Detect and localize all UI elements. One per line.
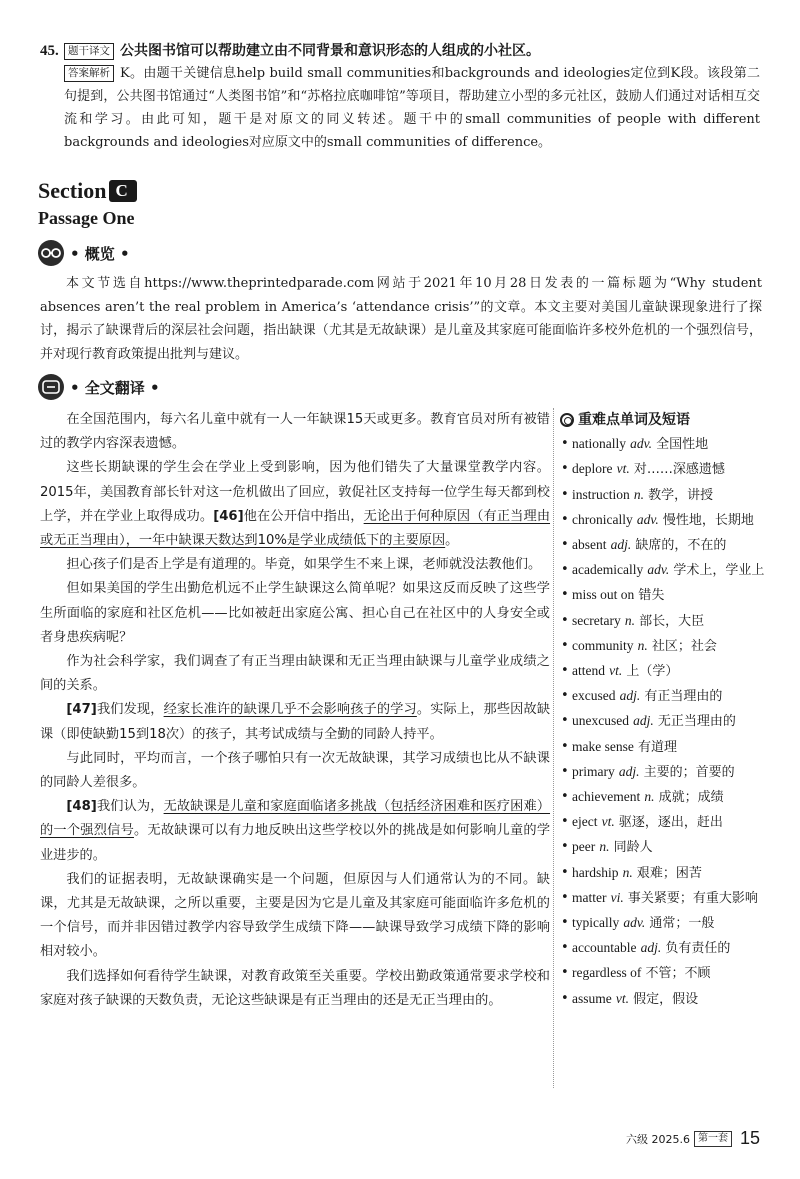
vocab-meaning: 上（学） xyxy=(626,664,679,680)
translate-icon xyxy=(38,374,64,400)
vocab-meaning: 成就；成绩 xyxy=(658,790,724,806)
vocab-word: make sense xyxy=(572,738,634,754)
vocab-item xyxy=(560,483,768,508)
vocab-word: instruction xyxy=(572,486,630,502)
vocab-item xyxy=(560,609,768,634)
vocab-word: secretary xyxy=(572,612,621,628)
vocab-pos: adj. xyxy=(618,763,640,779)
paragraph-2-text-a: 这些长期缺课的学生会在学业上受到影响，因为他们错失了大量课堂教学内容。2015年，美国教育部长针对这一危机做出了回应，敦促社区支持每一位学生每天都到校上学，并在学业上取得成功。 xyxy=(40,460,550,524)
vocab-item xyxy=(560,684,768,709)
vocab-item xyxy=(560,508,768,533)
paragraph-6 xyxy=(40,698,550,746)
vocab-pos: vi. xyxy=(610,889,624,905)
vocab-pos: n. xyxy=(622,864,633,880)
vocab-item xyxy=(560,961,768,986)
overview-heading-text: • 概览 • xyxy=(70,244,130,263)
vocab-pos: vt. xyxy=(609,663,623,679)
vocab-pos: vt. xyxy=(601,814,615,830)
vocab-meaning: 负有责任的 xyxy=(665,941,731,957)
paragraph-6-text-b: 。实际上，那些因故缺课（即使缺勤15到18次）的孩子，其考试成绩与全勤的同龄人持平。 xyxy=(40,702,551,742)
vocab-meaning: 艰难；困苦 xyxy=(636,865,702,881)
vocab-meaning: 无正当理由的 xyxy=(657,714,736,730)
vocab-meaning: 不管；不顾 xyxy=(645,966,711,982)
vocab-item xyxy=(560,886,768,911)
vocab-meaning: 假定，假设 xyxy=(633,991,699,1007)
exam-level: 六级 2025.6 xyxy=(625,1132,690,1146)
vocab-meaning: 部长，大臣 xyxy=(639,613,705,629)
vocab-meaning: 同龄人 xyxy=(613,840,653,856)
question-ref-48: [48] xyxy=(66,799,97,815)
vocab-pos: vt. xyxy=(615,990,630,1006)
vocab-item xyxy=(560,659,768,684)
paragraph-6-text-a: 我们发现， xyxy=(96,702,164,718)
vocab-meaning: 有道理 xyxy=(638,739,678,755)
translation-heading xyxy=(38,374,160,400)
paragraph-2-text-b: 他在公开信中指出， xyxy=(243,508,364,524)
glasses-icon xyxy=(38,240,64,266)
vocab-word: assume xyxy=(572,990,612,1006)
vocab-meaning: 慢性地，长期地 xyxy=(662,512,754,528)
section-title xyxy=(38,178,137,204)
underlined-answer-48: 无故缺课是儿童和家庭面临诸多挑战（包括经济困难和医疗困难）的一个强烈信号 xyxy=(40,799,551,839)
vocab-item xyxy=(560,785,768,810)
vocab-pos: vt. xyxy=(616,461,630,477)
vocab-meaning: 缺席的，不在的 xyxy=(635,538,727,554)
underlined-answer-46: 无论出于何种原因（有正当理由或无正当理由），一年中缺课天数达到10%是学业成绩低下的主要原因 xyxy=(40,508,551,549)
paragraph-7: 与此同时，平均而言，一个孩子哪怕只有一次无故缺课，其学习成绩也比从不缺课的同龄人差很多。 xyxy=(40,750,550,791)
vocab-pos: adj. xyxy=(633,713,654,729)
vocab-meaning: 事关紧要；有重大影响 xyxy=(627,890,758,906)
vocab-meaning: 错失 xyxy=(638,588,665,604)
paragraph-3: 担心孩子们是否上学是有道理的。毕竟，如果学生不来上课，老师就没法教他们。 xyxy=(66,557,542,573)
vocab-word: chronically xyxy=(572,511,633,527)
vocab-item xyxy=(560,861,768,886)
vocab-item xyxy=(560,432,768,457)
question-stem: 公共图书馆可以帮助建立由不同背景和意识形态的人组成的小社区。 xyxy=(120,43,540,59)
vocab-pos: adv. xyxy=(647,562,670,578)
target-icon xyxy=(560,413,574,427)
vocab-item xyxy=(560,709,768,734)
paragraph-2-text-c: 。 xyxy=(445,533,459,549)
answer-text: K。由题干关键信息help build small communities和backgrounds and ideologies定位到K段。该段第二句提到，公共图书馆通过“人类图书馆”和“苏格拉底咖啡馆”等项目，帮助建立小型的多元社区，鼓励人们通过对话相互交流和学习。由此可知，题干是对原文的同义转述。题干中的small communities of people with different backgrounds and ideologies对应原文中的small communities of difference。 xyxy=(64,66,760,150)
vocab-item xyxy=(560,558,768,583)
section-letter-icon xyxy=(109,180,137,202)
vocab-pos: adv. xyxy=(636,511,659,527)
vocab-meaning: 社区；社会 xyxy=(651,638,717,654)
vocab-meaning: 通常；一般 xyxy=(649,916,715,932)
vocab-item xyxy=(560,911,768,936)
paragraph-4: 但如果美国的学生出勤危机远不止学生缺课这么简单呢？如果这反而反映了这些学生所面临的家庭和社区危机——比如被赶出家庭公寓、担心自己在社区中的人身安全或者身患疾病呢？ xyxy=(40,581,550,645)
vocab-heading-text: 重难点单词及短语 xyxy=(578,412,690,428)
vocab-word: unexcused xyxy=(572,713,629,729)
vocab-word: excused xyxy=(572,688,616,704)
vocab-item xyxy=(560,835,768,860)
vocab-word: typically xyxy=(572,915,620,931)
underlined-answer-47: 经家长准许的缺课几乎不会影响孩子的学习 xyxy=(163,702,417,718)
vocab-meaning: 主要的；首要的 xyxy=(643,764,735,780)
vocab-word: miss out on xyxy=(572,587,635,603)
vocab-word: community xyxy=(572,637,634,653)
paragraph-8 xyxy=(40,795,550,868)
vocab-meaning: 全国性地 xyxy=(656,437,709,453)
vocab-item xyxy=(560,987,768,1012)
vocab-sidebar xyxy=(560,408,768,1012)
paragraph-1: 在全国范围内，每六名儿童中就有一人一年缺课15天或更多。教育官员对所有被错过的教学内容深表遗憾。 xyxy=(40,412,550,452)
vocab-item xyxy=(560,457,768,482)
vocab-meaning: 有正当理由的 xyxy=(644,689,723,705)
paragraph-9: 我们的证据表明，无故缺课确实是一个问题，但原因与人们通常认为的不同。缺课，尤其是无故缺课，之所以重要，主要是因为它是儿童及其家庭可能面临许多危机的一个信号，而并非因错过教学内容导致学生成绩下降——缺课导致学习成绩下降的影响相对较小。 xyxy=(40,871,550,960)
vocab-word: deplore xyxy=(572,461,613,477)
vocab-pos: n. xyxy=(633,486,645,502)
vocab-word: regardless of xyxy=(572,965,642,981)
vocab-word: attend xyxy=(572,663,605,679)
paragraph-8-text-b: 。无故缺课可以有力地反映出这些学校以外的挑战是如何影响儿童的学业进步的。 xyxy=(40,823,551,863)
vocab-meaning: 驱逐，逐出，赶出 xyxy=(618,815,723,831)
answer-analysis-tag: 答案解析 xyxy=(64,65,114,82)
vocab-meaning: 教学，讲授 xyxy=(648,487,714,503)
vocab-word: nationally xyxy=(572,436,626,452)
vocab-pos: n. xyxy=(644,789,655,805)
vocab-pos: n. xyxy=(599,839,610,855)
overview-text: 本文节选自https://www.theprintedparade.com网站于2021年10月28日发表的一篇标题为“Why student absences aren’t the real problem in America’s ‘attendance crisis’”的文章。本文主要对美国儿童缺课现象进行了探讨，揭示了缺课背后的深层社会问题，指出缺课（尤其是无故缺课）是儿童及其家庭可能面临许多校外危机的一个强烈信号，并对现行教育政策提出批判与建议。 xyxy=(40,276,762,362)
vocab-item xyxy=(560,583,768,608)
translation-heading-text: • 全文翻译 • xyxy=(70,378,160,397)
question-ref-46: [46] xyxy=(213,508,244,524)
question-ref-47: [47] xyxy=(66,702,97,718)
paragraph-2 xyxy=(40,456,550,553)
section-label: Section xyxy=(38,178,107,203)
vocab-item xyxy=(560,533,768,558)
vocab-item xyxy=(560,735,768,760)
vocab-pos: adj. xyxy=(640,940,662,956)
paragraph-8-text-a: 我们认为， xyxy=(96,799,164,815)
vocab-pos: adv. xyxy=(623,915,646,931)
paragraph-5: 作为社会科学家，我们调查了有正当理由缺课和无正当理由缺课与儿童学业成绩之间的关系。 xyxy=(40,654,550,694)
vocab-pos: adj. xyxy=(619,688,641,704)
vocab-list xyxy=(560,432,768,1012)
page-footer xyxy=(626,1128,760,1149)
page-number: 15 xyxy=(739,1128,760,1148)
stem-translation-tag: 题干译文 xyxy=(64,43,114,60)
vocab-pos: n. xyxy=(637,637,648,653)
vocab-word: primary xyxy=(572,763,615,779)
question-45 xyxy=(40,40,760,154)
vocab-item xyxy=(560,760,768,785)
vocab-word: peer xyxy=(572,839,596,855)
vocab-word: matter xyxy=(572,889,607,905)
paragraph-10: 我们选择如何看待学生缺课，对教育政策至关重要。学校出勤政策通常要求学校和家庭对孩子缺课的天数负责，无论这些缺课是有正当理由的还是无正当理由的。 xyxy=(40,968,550,1008)
section-letter: C xyxy=(115,181,128,200)
vocab-pos: adj. xyxy=(610,537,632,553)
volume-badge: 第一套 xyxy=(694,1131,732,1147)
answer-explanation xyxy=(64,62,760,154)
vocab-word: absent xyxy=(572,537,607,553)
question-number: 45. xyxy=(40,43,59,59)
column-divider xyxy=(553,408,554,1088)
vocab-item xyxy=(560,936,768,961)
vocab-word: hardship xyxy=(572,864,619,880)
vocab-word: academically xyxy=(572,562,644,578)
vocab-item xyxy=(560,810,768,835)
vocab-word: achievement xyxy=(572,789,641,805)
vocab-pos: n. xyxy=(624,612,635,628)
vocab-pos: adv. xyxy=(630,436,653,452)
vocab-word: eject xyxy=(572,814,598,830)
translation-body xyxy=(40,408,550,1013)
vocab-meaning: 学术上，学业上 xyxy=(673,563,765,579)
vocab-item xyxy=(560,634,768,659)
vocab-meaning: 对……深感遗憾 xyxy=(633,462,725,478)
vocab-heading xyxy=(560,408,768,432)
passage-title: Passage One xyxy=(38,208,135,228)
overview-heading xyxy=(38,240,130,266)
vocab-word: accountable xyxy=(572,940,637,956)
